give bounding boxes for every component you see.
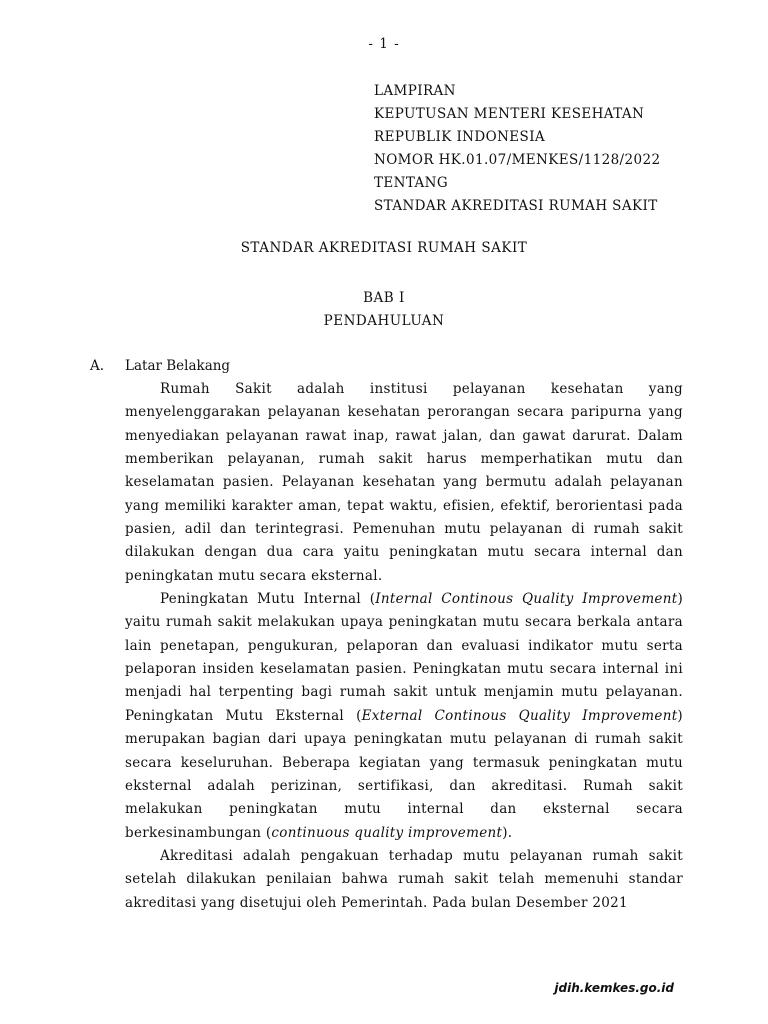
italic-term: Internal Continous Quality Improvement xyxy=(375,591,678,608)
italic-term: External Continous Quality Improvement xyxy=(361,707,678,724)
page-number: - 1 - xyxy=(368,36,400,52)
header-line: LAMPIRAN xyxy=(374,83,456,99)
italic-term: continuous quality improvement xyxy=(271,824,503,841)
decree-header xyxy=(374,80,660,218)
paragraph xyxy=(125,845,683,915)
section-title: Latar Belakang xyxy=(125,358,231,374)
paragraph xyxy=(125,588,683,845)
text-run: ) yaitu rumah sakit melakukan upaya peningkatan mutu secara berkala antara lain penetapan, pengukuran, pelaporan dan evaluasi indikator mutu serta pelaporan insiden keselamatan pasien. Peningkatan mutu secara internal ini menjadi hal terpenting bagi rumah sakit untuk menjamin mutu pelayanan. Peningkatan Mutu Eksternal ( xyxy=(125,591,684,724)
header-line: REPUBLIK INDONESIA xyxy=(374,129,546,145)
text-run: Rumah Sakit adalah institusi pelayanan kesehatan yang menyelenggarakan pelayanan kesehatan perorangan secara paripurna yang menyediakan pelayanan rawat inap, rawat jalan, dan gawat darurat. Dalam memberikan pelayanan, rumah sakit harus memperhatikan mutu dan keselamatan pasien. Pelayanan kesehatan yang bermutu adalah pelayanan yang memiliki karakter aman, tepat waktu, efisien, efektif, berorientasi pada pasien, adil dan terintegrasi. Pemenuhan mutu pelayanan di rumah sakit dilakukan dengan dua cara yaitu peningkatan mutu secara internal dan peningkatan mutu secara eksternal. xyxy=(125,381,683,584)
text-run: ). xyxy=(502,824,513,841)
chapter-title: PENDAHULUAN xyxy=(323,313,445,329)
header-line: STANDAR AKREDITASI RUMAH SAKIT xyxy=(374,198,658,214)
header-line: KEPUTUSAN MENTERI KESEHATAN xyxy=(374,106,645,122)
chapter-number: BAB I xyxy=(363,290,405,306)
paragraph xyxy=(125,378,683,588)
chapter-heading xyxy=(0,287,768,333)
section-letter: A. xyxy=(90,358,105,374)
header-line: TENTANG xyxy=(374,175,449,191)
body-text xyxy=(125,378,683,915)
text-run: Akreditasi adalah pengakuan terhadap mutu pelayanan rumah sakit setelah dilakukan penilaian bahwa rumah sakit telah memenuhi standar akreditasi yang disetujui oleh Pemerintah. Pada bulan Desember 2021 xyxy=(125,847,683,911)
document-title: STANDAR AKREDITASI RUMAH SAKIT xyxy=(240,240,528,256)
text-run: Peningkatan Mutu Internal ( xyxy=(160,591,376,608)
footer-url: jdih.kemkes.go.id xyxy=(554,981,674,995)
header-line: NOMOR HK.01.07/MENKES/1128/2022 xyxy=(374,152,661,168)
section-heading xyxy=(90,355,230,378)
text-run: ) merupakan bagian dari upaya peningkatan mutu pelayanan di rumah sakit secara keseluruhan. Beberapa kegiatan yang termasuk peningkatan mutu eksternal adalah perizinan, sertifikasi, dan akreditasi. Rumah sakit melakukan peningkatan mutu internal dan eksternal secara berkesinambungan ( xyxy=(125,707,683,841)
